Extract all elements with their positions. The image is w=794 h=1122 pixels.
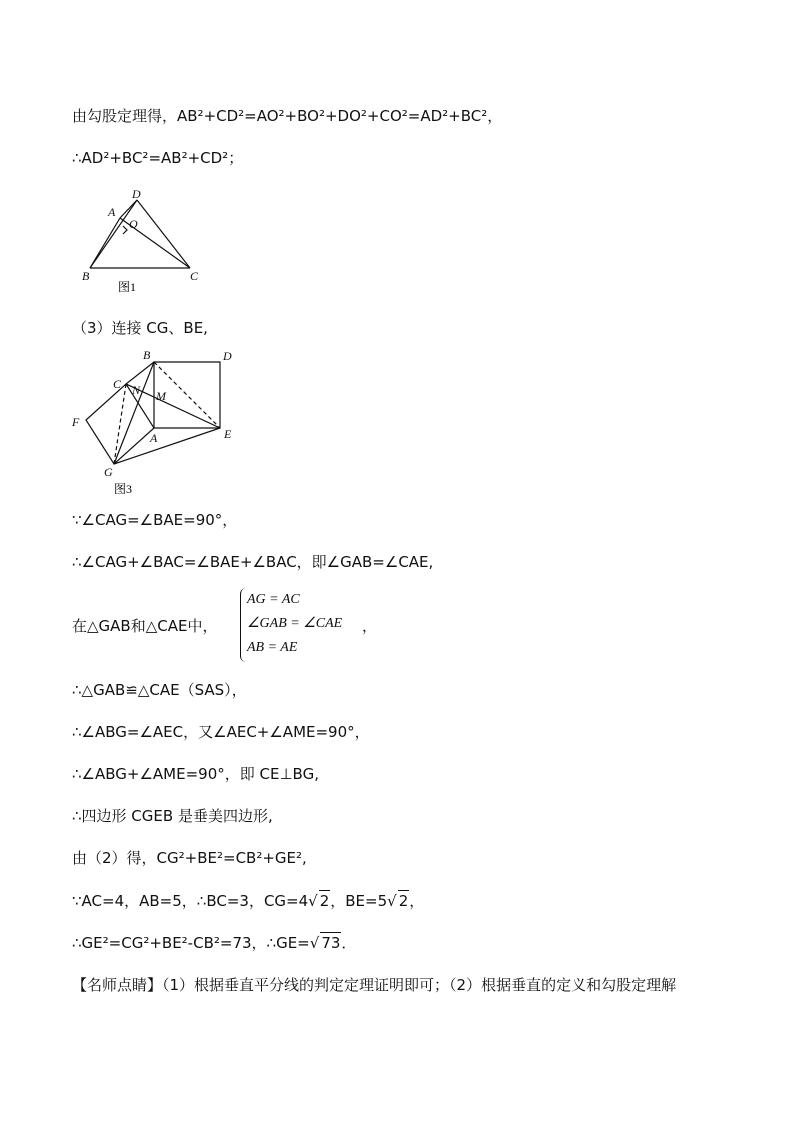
label-m: M bbox=[156, 389, 166, 403]
text-line-1: 由勾股定理得，AB²+CD²=AO²+BO²+DO²+CO²=AD²+BC²， bbox=[72, 107, 503, 125]
label-a: A bbox=[108, 205, 116, 219]
text-line-8: ∴∠ABG=∠AEC，又∠AEC+∠AME=90°， bbox=[72, 723, 370, 741]
text-line-2: ∴AD²+BC²=AB²+CD²； bbox=[72, 149, 244, 167]
figure-3-caption: 图3 bbox=[114, 482, 133, 496]
label-c: C bbox=[113, 377, 122, 391]
segment-ad bbox=[120, 200, 137, 218]
text-line-14: 【名师点睛】（1）根据垂直平分线的判定定理证明即可；（2）根据垂直的定义和勾股定理解 bbox=[72, 976, 677, 994]
label-b: B bbox=[82, 269, 90, 283]
square-acfg bbox=[86, 384, 154, 464]
label-d: D bbox=[223, 349, 232, 363]
text-line-4: ∵∠CAG=∠BAE=90°， bbox=[72, 511, 238, 529]
segment-ba bbox=[90, 218, 120, 268]
text-line-13 bbox=[72, 932, 356, 953]
label-a: A bbox=[150, 431, 158, 445]
label-b: B bbox=[143, 348, 151, 362]
system-row-2: ∠GAB = ∠CAE bbox=[247, 616, 343, 631]
system-row-1: AG = AC bbox=[247, 592, 300, 607]
label-c: C bbox=[190, 269, 199, 283]
text-line-13-part-a: ∴GE²=CG²+BE²-CB²=73，∴GE= bbox=[72, 934, 310, 952]
radicand-1: 2 bbox=[319, 892, 330, 910]
text-line-13-part-b: ． bbox=[341, 934, 357, 952]
label-d: D bbox=[132, 188, 141, 201]
sqrt-icon: √ bbox=[308, 892, 318, 910]
text-line-12-part-b: ，BE=5 bbox=[330, 892, 388, 910]
label-n: N bbox=[132, 383, 141, 397]
text-line-6-prefix: 在△GAB和△CAE中， bbox=[72, 617, 218, 635]
figure-3 bbox=[68, 346, 248, 496]
figure-1-caption: 图1 bbox=[118, 280, 137, 294]
text-line-6-suffix: ， bbox=[362, 617, 378, 635]
text-line-12 bbox=[72, 890, 424, 911]
text-line-5: ∴∠CAG+∠BAC=∠BAE+∠BAC，即∠GAB=∠CAE, bbox=[72, 553, 434, 571]
label-e: E bbox=[224, 427, 232, 441]
text-line-12-part-a: ∵AC=4，AB=5，∴BC=3，CG=4 bbox=[72, 892, 309, 910]
radicand-2: 2 bbox=[398, 892, 409, 910]
label-g: G bbox=[104, 465, 113, 479]
text-line-10: ∴四边形 CGEB 是垂美四边形, bbox=[72, 807, 273, 825]
system-row-3: AB = AE bbox=[247, 640, 298, 655]
segment-ge bbox=[114, 428, 220, 464]
figure-1 bbox=[80, 188, 210, 296]
segment-gc-dashed bbox=[114, 384, 126, 464]
text-line-12-part-c: ， bbox=[409, 892, 425, 910]
right-angle-mark bbox=[123, 226, 127, 234]
text-line-7: ∴△GAB≌△CAE（SAS）， bbox=[72, 681, 247, 699]
label-f: F bbox=[72, 415, 80, 429]
text-line-3: （3）连接 CG、BE, bbox=[72, 319, 208, 337]
text-line-11: 由（2）得，CG²+BE²=CB²+GE², bbox=[72, 849, 307, 867]
label-o: O bbox=[129, 217, 138, 231]
radicand-3: 73 bbox=[321, 934, 341, 952]
text-line-9: ∴∠ABG+∠AME=90°，即 CE⊥BG, bbox=[72, 765, 319, 783]
sqrt-icon: √ bbox=[309, 934, 320, 952]
segment-dc bbox=[137, 200, 190, 268]
sqrt-icon: √ bbox=[387, 892, 397, 910]
equation-system bbox=[240, 588, 342, 662]
